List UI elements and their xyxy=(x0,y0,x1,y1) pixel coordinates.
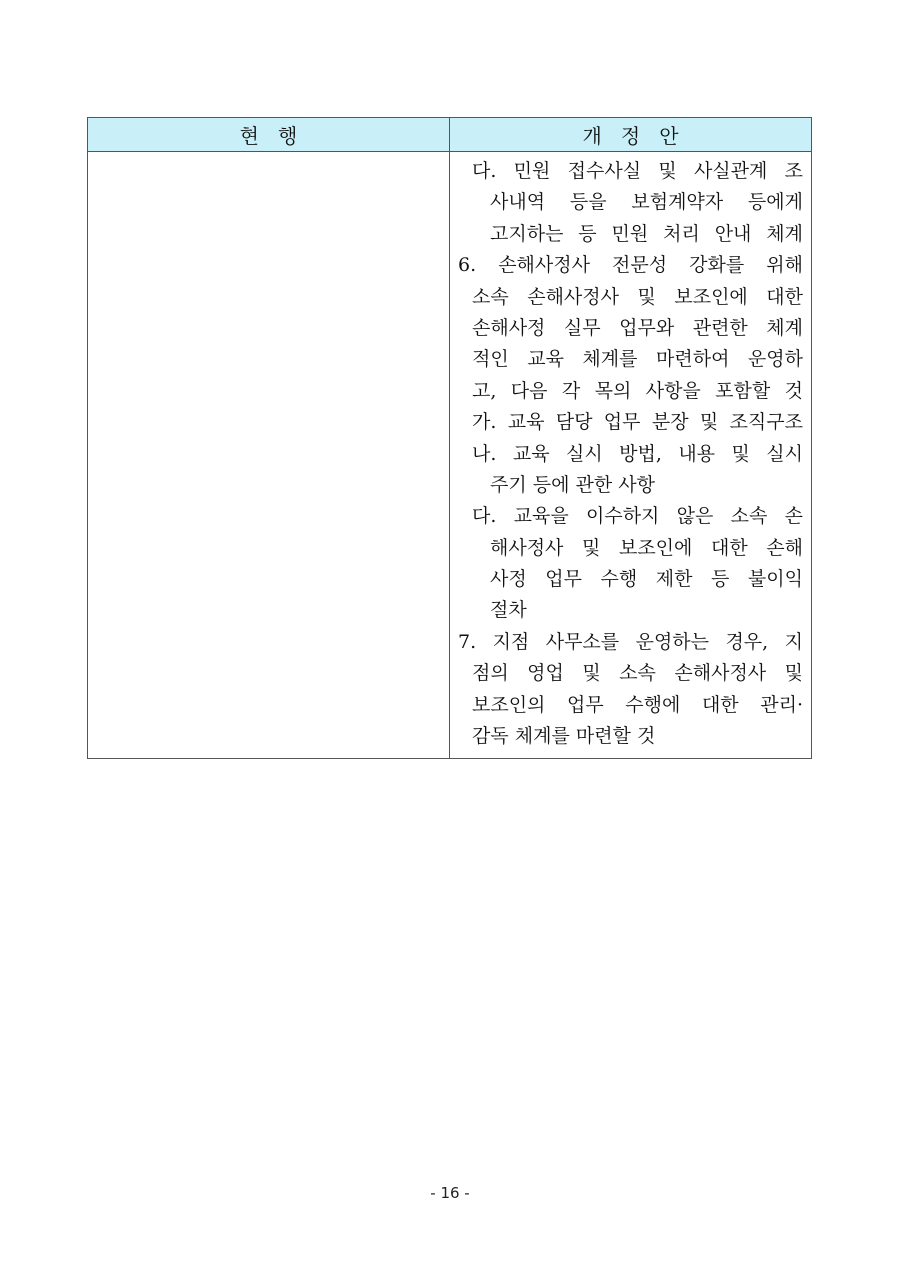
revised-text-line: 6. 손해사정사 전문성 강화를 위해 xyxy=(458,254,803,277)
revised-text-line: 가. 교육 담당 업무 분장 및 조직구조 xyxy=(472,411,803,434)
revised-text-line: 고지하는 등 민원 처리 안내 체계 xyxy=(490,222,803,245)
revised-text-line: 해사정사 및 보조인에 대한 손해 xyxy=(490,536,803,559)
header-revised: 개 정 안 xyxy=(450,118,812,152)
current-cell xyxy=(88,152,450,759)
revised-text-line: 사내역 등을 보험계약자 등에게 xyxy=(490,191,803,214)
page-number: - 16 - xyxy=(430,1184,470,1202)
table-header-row xyxy=(88,118,812,152)
revised-text-line: 손해사정 실무 업무와 관련한 체계 xyxy=(472,316,803,339)
revised-text-line: 절차 xyxy=(490,599,527,622)
revised-cell xyxy=(450,152,812,759)
revised-text-line: 나. 교육 실시 방법, 내용 및 실시 xyxy=(472,442,803,465)
revised-text-line: 소속 손해사정사 및 보조인에 대한 xyxy=(472,285,803,308)
header-current: 현 행 xyxy=(88,118,450,152)
table-row xyxy=(88,152,812,759)
revised-text-line: 보조인의 업무 수행에 대한 관리· xyxy=(472,693,803,716)
revised-text-line: 다. 민원 접수사실 및 사실관계 조 xyxy=(472,160,803,182)
revised-text-line: 다. 교육을 이수하지 않은 소속 손 xyxy=(472,505,803,528)
revised-text-line: 주기 등에 관한 사항 xyxy=(490,473,655,496)
revised-text-line: 점의 영업 및 소속 손해사정사 및 xyxy=(472,662,803,685)
revised-text-line: 사정 업무 수행 제한 등 불이익 xyxy=(490,568,803,591)
revised-text-line: 7. 지점 사무소를 운영하는 경우, 지 xyxy=(458,630,803,653)
revised-text-line: 고, 다음 각 목의 사항을 포함할 것 xyxy=(472,379,803,402)
revised-text-line: 적인 교육 체계를 마련하여 운영하 xyxy=(472,348,803,371)
comparison-table xyxy=(87,117,812,759)
revised-text-line: 감독 체계를 마련할 것 xyxy=(472,725,656,748)
